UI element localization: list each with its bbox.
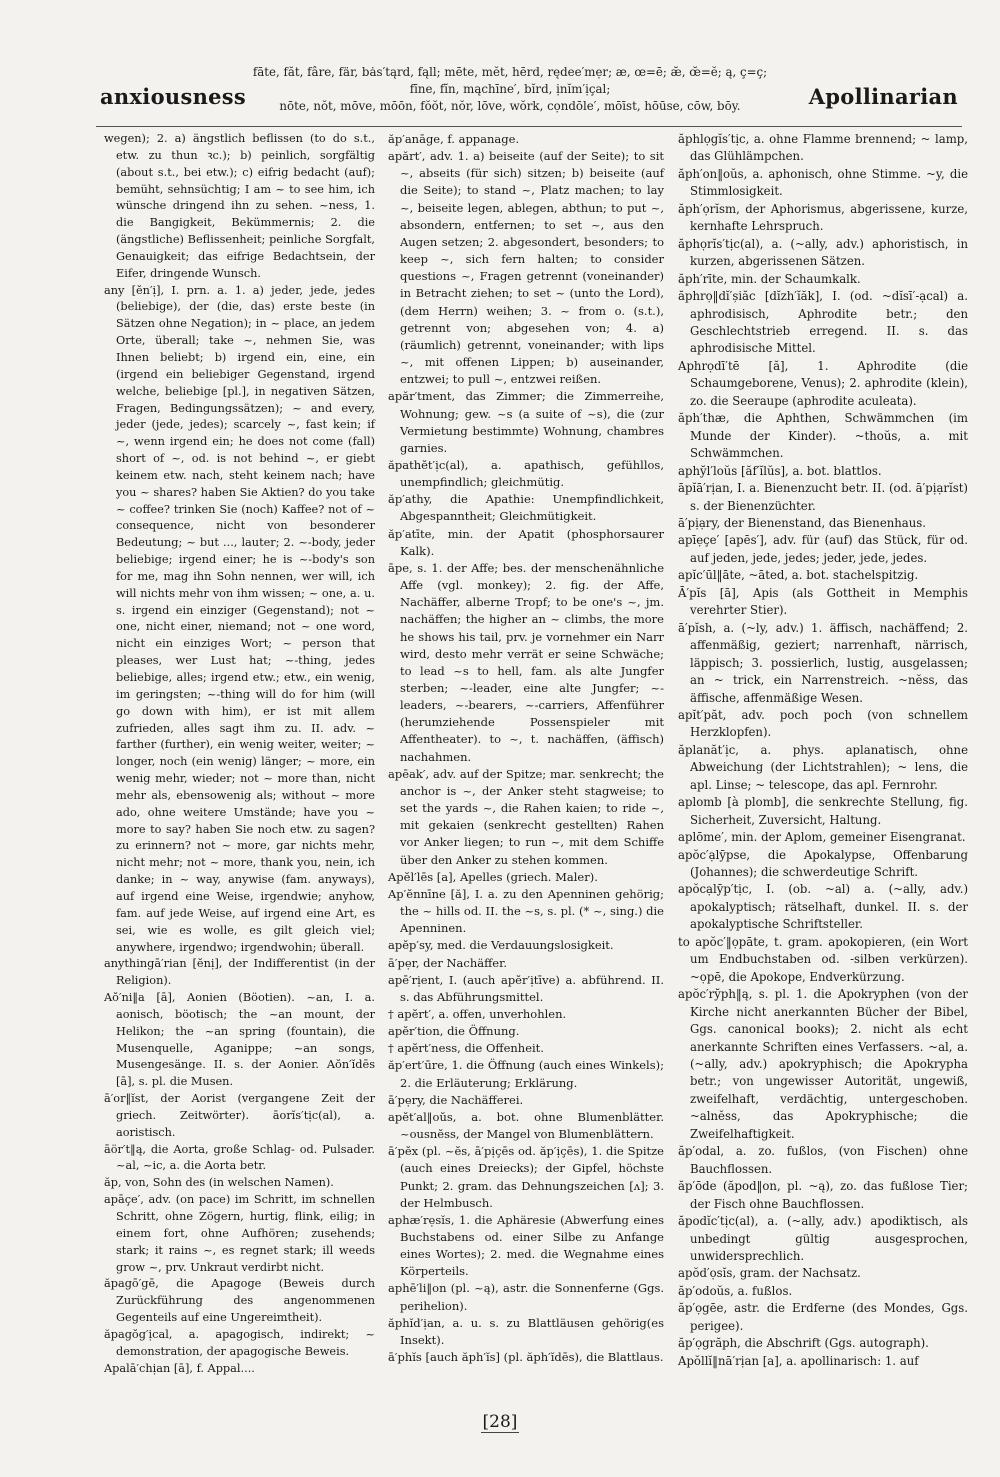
dictionary-entry: ăp′athy, die Apathie: Unempfindlichkeit, Abgespanntheit; Gleichmütigkeit. <box>388 492 664 524</box>
dictionary-entry: ăp′ert′ūre, 1. die Öffnung (auch eines Winkels); 2. die Erläuterung; Erklärung. <box>388 1058 664 1090</box>
dictionary-entry: Ā′pĭs [ā], Apis (als Gottheit in Memphis verehrter Stier). <box>678 585 968 618</box>
dictionary-entry: ăph′thæ, die Aphthen, Schwämmchen (im Munde der Kinder). ~thoŭs, a. mit Schwämmchen. <box>678 411 968 461</box>
dictionary-entry: ăphọrĭs′tịc(al), a. (~ally, adv.) aphoristisch, in kurzen, abgerissenen Sätzen. <box>678 236 968 269</box>
pron-key-line: nōte, nŏt, mōve, mōōn, fŏŏt, nŏr, lōve, wŏrk, cọndōle′, mōīst, hōūse, cōw, bōy. <box>279 99 741 113</box>
dictionary-entry: wegen); 2. a) ängstlich beflissen (to do s.t., etw. zu thun ꝛc.); b) peinlich, sorgfältig (about s.t., bei etw.); c) eifrig bedacht (auf); bemüht, sehnsüchtig; I am ~ to see him, ich wünsche dringend ihn zu sehen. ~ness, 1. die Bangigkeit, Bekümmernis; 2. die (ängstliche) Beflissenheit; peinliche Sorgfalt, Genauigkeit; das eifrige Bedachtsein, der Eifer, dringende Wunsch. <box>104 132 375 280</box>
column-left <box>104 131 375 1377</box>
dictionary-entry: āpĭā′rịan, I. a. Bienenzucht betr. II. (od. ā′pịạrĭst) s. der Bienenzüchter. <box>678 481 968 513</box>
dictionary-entry: apŏcạlȳp′tịc, I. (ob. ~al) a. (~ally, adv.) apokalyptisch; rätselhaft, dunkel. II. s. der apokalyptische Schriftsteller. <box>678 882 968 932</box>
dictionary-entry: † apĕrt′ness, die Offenheit. <box>388 1041 544 1056</box>
dictionary-entry: aphæ′rẹsĭs, 1. die Aphäresie (Abwerfung eines Buchstabens od. einer Silbe zu Anfange eines Wortes); 2. med. die Wegnahme eines Körperteils. <box>388 1212 664 1279</box>
dictionary-entry: ăpagō′gē, die Apagoge (Beweis durch Zurückführung des angenommenen Gegenteils auf eine Ungereimtheit). <box>104 1277 375 1325</box>
dictionary-entry: ā′or‖ĭst, der Aorist (vergangene Zeit der griech. Zeitwörter). āorĭs′tịc(al), a. aoristisch. <box>104 1092 375 1139</box>
dictionary-entry: ā′phĭs [auch ăph′ĭs] (pl. ăph′ĭdēs), die Blattlaus. <box>388 1350 664 1365</box>
dictionary-entry: ăpodĭc′tịc(al), a. (~ally, adv.) apodiktisch, als unbedingt gültig ausgesprochen, unwidersprechlich. <box>678 1214 968 1263</box>
dictionary-entry: ăp′atīte, min. der Apatit (phosphorsaurer Kalk). <box>388 526 664 558</box>
dictionary-entry: ā′pĭsh, a. (~ly, adv.) 1. äffisch, nachäffend; 2. affenmäßig, geziert; narrenhaft, närrisch, läppisch; 3. possierlich, lustig, ausgelassen; an ~ trick, ein Narrenstreich. ~nĕss, das äffische, affenmäßige Wesen. <box>678 620 968 705</box>
dictionary-entry: ăp′ọgēe, astr. die Erdferne (des Mondes, Ggs. perigee). <box>678 1301 968 1333</box>
dictionary-entry: anythingā′rian [ĕnị], der Indifferentist (in der Religion). <box>104 957 375 988</box>
dictionary-entry: apăr′tment, das Zimmer; die Zimmerreihe, Wohnung; gew. ~s (a suite of ~s), die (zur Vermietung bestimmte) Wohnung, chambres garnies. <box>388 389 664 455</box>
dictionary-entry: apē′rịent, I. (auch apĕr′ịtīve) a. abführend. II. s. das Abführungsmittel. <box>388 972 664 1004</box>
dictionary-entry: apĭc′ūl‖āte, ~āted, a. bot. stachelspitzig. <box>678 568 919 583</box>
dictionary-entry: ăph′on‖oŭs, a. aphonisch, ohne Stimme. ~y, die Stimmlosigkeit. <box>678 166 968 199</box>
dictionary-entry: Apŏllĭ‖nā′rịan [a], a. apollinarisch: 1. auf <box>678 1353 919 1368</box>
dictionary-entry: ā′pĕx (pl. ~ĕs, ā′pịçēs od. ăp′ịçēs), 1. die Spitze (auch eines Dreiecks); der Gipfel, höchste Punkt; 2. gram. das Dehnungszeichen [ʌ]; 3. der Helmbusch. <box>388 1144 664 1210</box>
dictionary-entry: any [ĕn′ị], I. prn. a. 1. a) jeder, jede, jedes (beliebige), der (die, das) erste beste (in Sätzen ohne Negation); in ~ place, an jedem Orte, überall; take ~, nehmen Sie, was Ihnen beliebt; b) irgend ein, eine, ein (irgend ein beliebiger Gegenstand, irgend welche, beliebige [pl.], in negativen Sätzen, Fragen, Bedingungssätzen); ~ and every, jeder (jede, jedes); scarcely ~, fast kein; if ~, wenn irgend ein; he does not come (fall) short of ~, od. is not behind ~, er giebt keinem etw. nach, steht keinem nach; have you ~ shares? haben Sie Aktien? do you take ~ coffee? trinken Sie (noch) Kaffee? not of ~ consequence, nicht von besonderer Bedeutung; ~ but ..., lauter; 2. ~-body, jeder beliebige; irgend einer; he is ~-body's son for me, mag ihn Sohn nennen, wer will, ich will nichts mehr von ihm wissen; ~ one, a. u. s. irgend ein einziger (Gegenstand); not ~ one, nicht einer, niemand; not ~ one word, nicht ein einziges Wort; ~ person that pleases, wer Lust hat; ~-thing, jedes beliebige, alles; irgend etw.; etw., ein wenig, im geringsten; ~-thing will do for him (will go down with him), er ist mit allem zufrieden, alles sagt ihm zu. II. adv. ~ farther (further), ein wenig weiter, weiter; ~ longer, noch (ein wenig) länger; ~ more, ein wenig mehr, wieder; not ~ more than, nicht mehr als, ebensowenig als; without ~ more ado, ohne weitere Umstände; have you ~ more to say? haben Sie noch etw. zu sagen? zu erinnern? not ~ more, gar nichts mehr, nicht mehr; not ~ more, thank you, nein, ich danke; in ~ way, anywise (fam. anyways), auf irgend eine Weise, irgendwie; anyhow, fam. auf jede Weise, auf irgend eine Art, es sei, wie es wolle, es gilt gleich viel; anywhere, irgendwo; irgendwohin; überall. <box>104 283 375 954</box>
guide-word-right: Apollinarian <box>808 84 958 109</box>
pron-key-line: fāte, făt, fâre, fär, bȧs′tąrd, fąll; mēte, mĕt, hērd, rędee′mẹr; æ, œ=ē; æ̆, œ̆=ĕ; ą, ç=ç; <box>252 65 768 79</box>
dictionary-entry: Aŏ′ni‖a [ā], Aonien (Böotien). ~an, I. a. aonisch, böotisch; the ~an mount, der Helikon; the ~an spring (fountain), die Musenquelle, Aganippe; ~an songs, Musengesänge. II. s. der Aonier. Aŏn′ĭdēs [ā], s. pl. die Musen. <box>104 991 375 1089</box>
guide-word-left: anxiousness <box>100 84 247 109</box>
dictionary-entry: ăph′ọrĭsm, der Aphorismus, abgerissene, kurze, kernhafte Lehrspruch. <box>678 201 968 234</box>
dictionary-entry: apŏc′ạlȳpse, die Apokalypse, Offenbarung (Johannes); die schwerdeutige Schrift. <box>678 847 968 880</box>
dictionary-entry: ā′pẹr, der Nachäffer. <box>388 955 507 970</box>
dictionary-entry: Apalā′chịan [ā], f. Appal.... <box>104 1361 255 1375</box>
pronunciation-key <box>250 64 770 115</box>
dictionary-entry: ăp′anāge, f. appanage. <box>388 132 520 146</box>
dictionary-entry: Apĕl′lēs [a], Apelles (griech. Maler). <box>388 869 598 884</box>
dictionary-entry: āör′t‖ą, die Aorta, große Schlag- od. Pulsader. ~al, ~ic, a. die Aorta betr. <box>104 1142 375 1173</box>
dictionary-entry: ăphĭd′ịan, a. u. s. zu Blattläusen gehörig(es Insekt). <box>388 1315 664 1347</box>
dictionary-entry: ăplanăt′ịc, a. phys. aplanatisch, ohne Abweichung (der Lichtstrahlen); ~ lens, die apl. Linse; ~ telescope, das apl. Fernrohr. <box>678 742 968 792</box>
dictionary-entry: apĕr′tion, die Öffnung. <box>388 1024 520 1039</box>
dictionary-entry: apĕt′al‖oŭs, a. bot. ohne Blumenblätter. ~ousnĕss, der Mangel von Blumenblättern. <box>388 1109 664 1142</box>
dictionary-entry: ăphrọ‖dĭ′șiăc [dĭzh′ĭăk], I. (od. ~dĭsī′-ạcal) a. aphrodisisch, Aphrodite betr.; den Geschlechtstrieb erregend. II. s. das aphrodisische Mittel. <box>678 289 968 356</box>
dictionary-entry: aphy̆l′loŭs [ăf′ĭlŭs], a. bot. blattlos. <box>678 463 882 478</box>
dictionary-entry: ăp′odoŭs, a. fußlos. <box>678 1283 793 1298</box>
dictionary-entry: to apŏc′‖ọpāte, t. gram. apokopieren, (ein Wort um Endbuchstaben od. -silben verkürzen). ~ọpē, die Apokope, Endverkürzung. <box>678 934 968 984</box>
dictionary-entry: Ap′ĕnnīne [ă], I. a. zu den Apenninen gehörig; the ~ hills od. II. the ~s, s. pl. (* ~, sing.) die Apenninen. <box>388 886 664 936</box>
dictionary-entry: ăp′odal, a. zo. fußlos, (von Fischen) ohne Bauchflossen. <box>678 1144 968 1176</box>
dictionary-entry: † apĕrt′, a. offen, unverhohlen. <box>388 1006 567 1021</box>
dictionary-entry: apĭt′păt, adv. poch poch (von schnellem Herzklopfen). <box>678 707 968 740</box>
dictionary-entry: ā′pịạry, der Bienenstand, das Bienenhaus. <box>678 515 927 530</box>
dictionary-entry: ăphlọgĭs′tịc, a. ohne Flamme brennend; ~ lamp, das Glühlämpchen. <box>678 132 968 164</box>
dictionary-entry: apŏc′ry̆ph‖ą, s. pl. 1. die Apokryphen (von der Kirche nicht anerkannten Bücher der Bibel, Ggs. canonical books); 2. nicht als echt anerkannte Schriften eines Verfassers. ~al, a. (~ally, adv.) apokryphisch; die Apokrypha betr.; von ungewisser Autorität, ungewiß, zweifelhaft, verdächtig, untergeschoben. ~alnĕss, das Apokryphische; die Zweifelhaftigkeit. <box>678 987 968 1141</box>
dictionary-entry: ăph′rīte, min. der Schaumkalk. <box>678 271 861 286</box>
dictionary-entry: aplōme′, min. der Aplom, gemeiner Eisengranat. <box>678 830 966 845</box>
page-number-text: [28] <box>482 1412 518 1432</box>
dictionary-entry: apŏd′ọsĭs, gram. der Nachsatz. <box>678 1266 861 1281</box>
header-rule <box>96 126 962 127</box>
page-number <box>0 1412 1000 1432</box>
dictionary-entry: ăpagŏg′ịcal, a. apagogisch, indirekt; ~ demonstration, der apagogische Beweis. <box>104 1327 375 1358</box>
pron-key-line: fīne, fĭn, mąchīne′, bĭrd, ịnĭm′ịçal; <box>409 82 611 96</box>
dictionary-entry: apărt′, adv. 1. a) beiseite (auf der Seite); to sit ~, abseits (für sich) sitzen; b) beiseite (auf die Seite); to stand ~, Platz machen; to lay ~, beiseite legen, ablegen, abthun; to put ~, absondern, entfernen; to set ~, aus den Augen setzen; 2. abgesondert, besonders; to keep ~, sich fern halten; to consider questions ~, Fragen getrennt (voneinander) in Betracht ziehen; to set ~ (unto the Lord), (dem Herrn) weihen; 3. ~ from o. (s.t.), getrennt von; abgesehen von; 4. a) (räumlich) getrennt, voneinander; with lips ~, mit offenen Lippen; b) auseinander, entzwei; to pull ~, entzwei reißen. <box>388 149 664 387</box>
dictionary-entry: ăp, von, Sohn des (in welschen Namen). <box>104 1176 334 1190</box>
dictionary-entry: apīẹçe′ [apēs′], adv. für (auf) das Stück, für od. auf jeden, jede, jedes; jeder, jede, jedes. <box>678 533 968 565</box>
dictionary-entry: ăpathĕt′ịc(al), a. apathisch, gefühllos, unempfindlich; gleichmütig. <box>388 457 664 490</box>
dictionary-entry: apēak′, adv. auf der Spitze; mar. senkrecht; the anchor is ~, der Anker steht stagweise; to set the yards ~, die Rahen kaien; to ride ~, mit gekaien (senkrecht gestellten) Rahen vor Anker liegen; to run ~, mit dem Schiffe über den Anker zu stehen kommen. <box>388 766 664 867</box>
column-middle <box>388 131 664 1366</box>
dictionary-entry: aphē′li‖on (pl. ~ą), astr. die Sonnenferne (Ggs. perihelion). <box>388 1281 664 1313</box>
dictionary-entry: ā′pẹry, die Nachäfferei. <box>388 1092 524 1107</box>
dictionary-entry: aplomb [à plomb], die senkrechte Stellung, fig. Sicherheit, Zuversicht, Haltung. <box>678 795 968 827</box>
dictionary-entry: apĕp′sy, med. die Verdauungslosigkeit. <box>388 938 614 953</box>
dictionary-entry: ăp′ōde (ăpod‖on, pl. ~ą), zo. das fußlose Tier; der Fisch ohne Bauchflossen. <box>678 1179 968 1211</box>
column-right <box>678 131 968 1370</box>
dictionary-entry: ăp′ọgrăph, die Abschrift (Ggs. autograph). <box>678 1336 929 1351</box>
dictionary-entry: Aphrọdī′tē [ă], 1. Aphrodite (die Schaumgeborene, Venus); 2. aphrodite (klein), zo. die Seeraupe (aphrodite aculeata). <box>678 358 968 408</box>
dictionary-entry: apāçe′, adv. (on pace) im Schritt, im schnellen Schritt, ohne Zögern, hurtig, flink, eilig; in einem fort, ohne Aufhören; zusehends; stark; it rains ~, es regnet stark; ill weeds grow ~, prv. Unkraut verdirbt nicht. <box>104 1193 375 1274</box>
dictionary-entry: āpe, s. 1. der Affe; bes. der menschenähnliche Affe (vgl. monkey); 2. fig. der Affe, Nachäffer, alberne Tropf; to be one's ~, jm. nachäffen; the higher an ~ climbs, the more he shows his tail, prv. je vornehmer ein Narr wird, desto mehr verrät er seine Schwäche; to lead ~s to hell, fam. als alte Jungfer sterben; ~-leader, eine alte Jungfer; ~-leaders, ~-bearers, ~-carriers, Affenführer (herumziehende Possenspieler mit Affentheater). to ~, t. nachäffen, (äffisch) nachahmen. <box>388 560 664 764</box>
